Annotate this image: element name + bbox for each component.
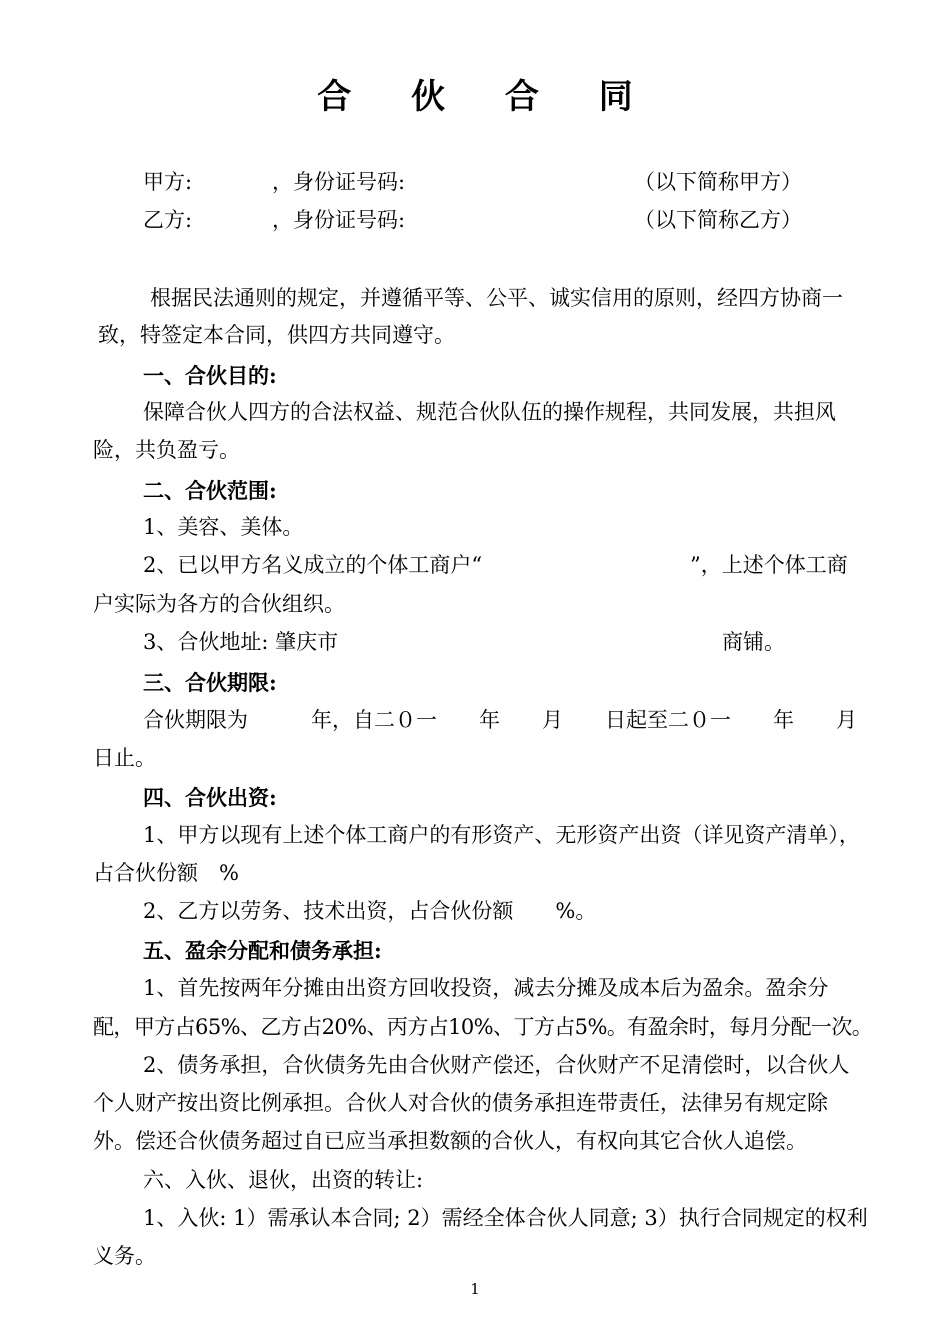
- intro-line-2: 致，特签定本合同，供四方共同遵守。: [98, 323, 455, 347]
- section-2-item-1: 1、美容、美体。: [143, 515, 304, 539]
- section-5-p1-line-1: 1、首先按两年分摊由出资方回收投资，减去分摊及成本后为盈余。盈余分: [143, 976, 829, 1000]
- section-1-line-1: 保障合伙人四方的合法权益、规范合伙队伍的操作规程，共同发展，共担风: [143, 400, 836, 424]
- party-a-abbr: （以下简称甲方）: [634, 170, 802, 194]
- section-4-item-1-line-2: 占合伙份额 %: [93, 861, 239, 885]
- section-2-item-3-a: 3、合伙地址: 肇庆市: [143, 630, 339, 654]
- section-1-heading: 一、合伙目的:: [143, 363, 277, 388]
- section-6-p1-line-2: 义务。: [93, 1244, 156, 1268]
- section-3-line-2: 日止。: [93, 746, 156, 770]
- party-a-id-label: ，身份证号码:: [272, 170, 406, 194]
- section-1-line-2: 险，共负盈亏。: [93, 438, 240, 462]
- page-number: 1: [470, 1280, 480, 1298]
- section-5-p1-line-2: 配，甲方占65%、乙方占20%、丙方占10%、丁方占5%。有盈余时，每月分配一次。: [93, 1015, 873, 1039]
- section-4-item-1-line-1: 1、甲方以现有上述个体工商户的有形资产、无形资产出资（详见资产清单），: [143, 823, 860, 847]
- section-2-item-2-b: ”，上述个体工商: [690, 553, 848, 577]
- section-3-heading: 三、合伙期限:: [143, 670, 277, 695]
- party-b-label: 乙方:: [143, 208, 193, 232]
- party-b-abbr: （以下简称乙方）: [634, 208, 802, 232]
- section-2-item-2-line-2: 户实际为各方的合伙组织。: [93, 592, 345, 616]
- party-a-label: 甲方:: [143, 170, 193, 194]
- section-4-heading: 四、合伙出资:: [143, 785, 277, 810]
- document-title: 合 伙 合 同: [317, 77, 657, 117]
- party-b-id-label: ，身份证号码:: [272, 208, 406, 232]
- section-6-heading: 六、入伙、退伙，出资的转让:: [143, 1168, 424, 1192]
- section-5-p2-line-1: 2、债务承担，合伙债务先由合伙财产偿还，合伙财产不足清偿时，以合伙人: [143, 1053, 850, 1077]
- intro-line-1: 根据民法通则的规定，并遵循平等、公平、诚实信用的原则，经四方协商一: [150, 286, 843, 310]
- section-5-heading: 五、盈余分配和债务承担:: [143, 938, 382, 963]
- section-2-item-2-a: 2、已以甲方名义成立的个体工商户“: [143, 553, 483, 577]
- section-5-p2-line-2: 个人财产按出资比例承担。合伙人对合伙的债务承担连带责任，法律另有规定除: [93, 1091, 828, 1115]
- section-6-p1-line-1: 1、入伙: 1）需承认本合同; 2）需经全体合伙人同意; 3）执行合同规定的权利: [143, 1206, 868, 1230]
- section-3-line-1: 合伙期限为 年，自二０一 年 月 日起至二０一 年 月: [143, 708, 857, 732]
- section-5-p2-line-3: 外。偿还合伙债务超过自已应当承担数额的合伙人，有权向其它合伙人追偿。: [93, 1129, 807, 1153]
- section-2-item-3-b: 商铺。: [722, 630, 785, 654]
- section-4-item-2: 2、乙方以劳务、技术出资，占合伙份额 %。: [143, 899, 597, 923]
- section-2-heading: 二、合伙范围:: [143, 478, 277, 503]
